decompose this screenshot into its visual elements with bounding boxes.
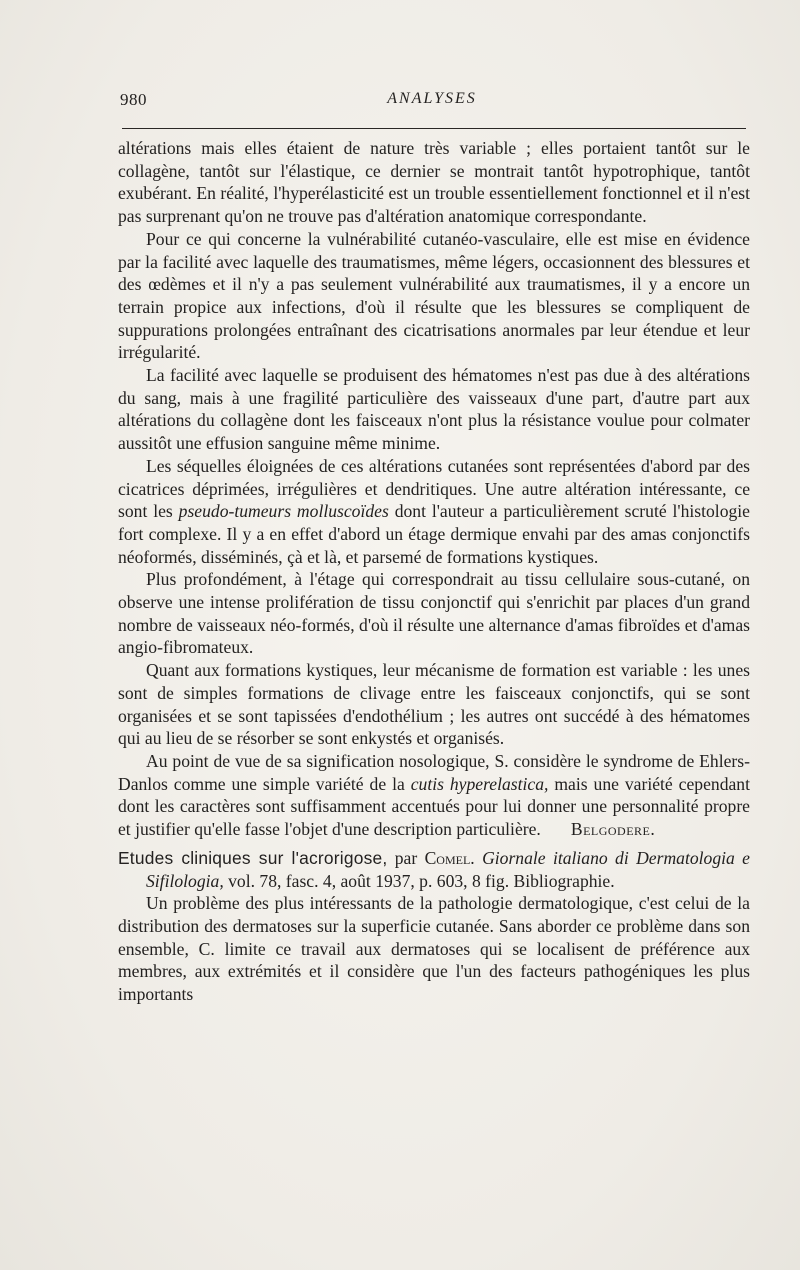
paragraph-text: mais une variété cependant dont les caractères sont suffisamment accentués pour lui donner une personnalité propre et justifier qu'elle fasse l'objet d'une description particulière. [118,773,750,840]
italic-term: pseudo-tumeurs molluscoïdes [178,501,389,522]
paragraph [118,455,750,569]
entry-author: Comel. [424,847,475,868]
reviewer-signature: Belgodere. [570,819,656,840]
paragraph: altérations mais elles étaient de nature très variable ; elles portaient tantôt sur le collagène, tantôt sur l'élastique, ce dernier se montrait tantôt hypotrophique, tantôt exubérant. En réalité, l'hyperélasticité est un trouble essentiellement fonctionnel et il n'est pas surprenant qu'on ne trouve pas d'altération anatomique correspondante. [118,138,750,227]
paragraph: Quant aux formations kystiques, leur mécanisme de formation est variable : les unes sont de simples formations de clivage entre les faisceaux conjonctifs, qui se sont organisées et se sont tapissées d'endothélium ; les autres ont succédé à des hématomes qui au lieu de se résorber se sont enkystés et organisés. [118,660,750,749]
paragraph-text: Les séquelles éloignées de ces altérations cutanées sont représentées d'abord par des cicatrices déprimées, irrégulières et dendritiques. Une autre altération intéressante, ce sont les [118,455,750,522]
paragraph-text: dont l'auteur a particulièrement scruté l'histologie fort complexe. Il y a en effet d'abord un étage dermique envahi par des amas conjonctifs néoformés, disséminés, çà et là, et parsemé de formations kystiques. [118,501,750,567]
paragraph [118,750,750,841]
entry-by: par [387,847,425,868]
paragraph-text: Au point de vue de sa signification nosologique, S. considère le syndrome de Ehlers-Danlos comme une simple variété de la [118,750,750,794]
header-rule [122,128,746,129]
running-title: ANALYSES [387,90,477,107]
paragraph: Plus profondément, à l'étage qui correspondrait au tissu cellulaire sous-cutané, on observe une intense prolifération de tissu conjonctif qui s'enrichit par places d'un grand nombre de vaisseaux néo-formés, d'où il résulte une alternance d'amas fibroïdes et d'amas angio-fibromateux. [118,569,750,658]
entry-title: Etudes cliniques sur l'acrorigose, [118,847,388,868]
body-text [118,137,750,1006]
paragraph: Un problème des plus intéressants de la pathologie dermatologique, c'est celui de la distribution des dermatoses sur la superficie cutanée. Sans aborder ce problème dans son ensemble, C. limite ce travail aux dermatoses qui se localisent de préférence aux membres, aux extrémités et il considère que l'un des facteurs pathogéniques les plus importants [118,893,750,1005]
paragraph: La facilité avec laquelle se produisent des hématomes n'est pas due à des altérations du sang, mais à une fragilité particulière des vaisseaux d'une part, d'autre part aux altérations du collagène dont les faisceaux n'ont plus la résistance voulue pour colmater aussitôt une effusion sanguine même minime. [118,365,750,454]
entry-details: vol. 78, fasc. 4, août 1937, p. 603, 8 fig. Bibliographie. [223,870,615,891]
entry-journal: Giornale italiano di Dermatologia e Sifilologia, [146,847,750,891]
italic-term: cutis hyperelastica, [410,773,549,794]
bibliographic-entry [118,847,750,892]
page-header [118,90,746,120]
page-number: 980 [120,90,147,109]
paragraph: Pour ce qui concerne la vulnérabilité cutanéo-vasculaire, elle est mise en évidence par la facilité avec laquelle des traumatismes, même légers, occasionnent des blessures et des œdèmes et il n'y a pas seulement vulnérabilité aux traumatismes, il y a encore un terrain propice aux infections, d'où il résulte que les blessures se compliquent de suppurations prolongées entraînant des cicatrisations anormales par leur étendue et leur irrégularité. [118,228,750,363]
